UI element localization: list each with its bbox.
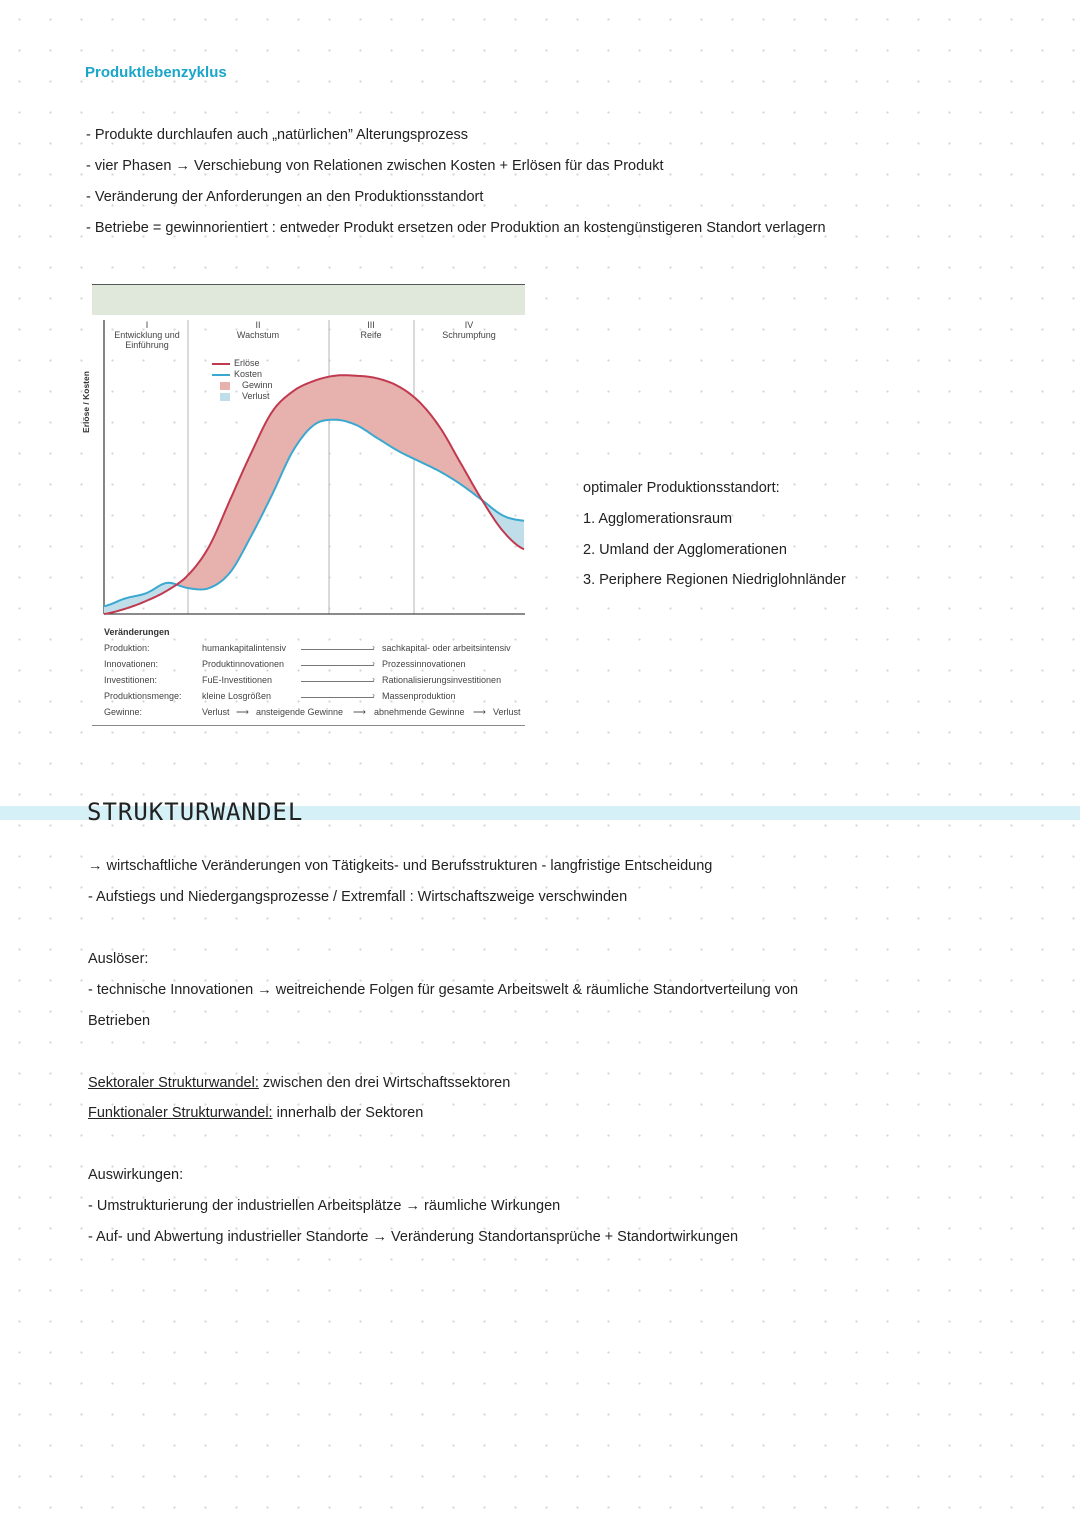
change-from: FuE-Investitionen bbox=[202, 675, 273, 685]
section-title-strukturwandel: STRUKTURWANDEL bbox=[87, 798, 304, 826]
intro-line-2: - vier Phasen → Verschiebung von Relationen zwischen Kosten + Erlösen für das Produkt bbox=[86, 158, 664, 174]
change-label: Produktion: bbox=[104, 643, 150, 653]
auswirkungen-title: Auswirkungen: bbox=[88, 1167, 184, 1183]
legend-erloese: Erlöse bbox=[212, 358, 273, 369]
phase-3-label: III Reife bbox=[360, 320, 382, 340]
gewinne-step: ansteigende Gewinne bbox=[256, 707, 344, 717]
chart-bottom-rule bbox=[92, 725, 525, 726]
change-row bbox=[104, 659, 534, 675]
change-label: Produktionsmenge: bbox=[104, 691, 182, 701]
change-from: Produktinnovationen bbox=[202, 659, 285, 669]
intro-line-4: - Betriebe = gewinnorientiert : entweder Produkt ersetzen oder Produktion an kostengünstigeren Standort verlagern bbox=[86, 220, 826, 236]
sektoral-line bbox=[88, 1075, 510, 1091]
sektoral-term: Sektoraler Strukturwandel: bbox=[88, 1075, 259, 1091]
arrow-head-icon: › bbox=[372, 658, 375, 668]
sektoral-text: zwischen den drei Wirtschaftssektoren bbox=[258, 1075, 511, 1091]
page-title: Produktlebenzyklus bbox=[85, 64, 227, 81]
arrow-right-icon: ⟶ bbox=[236, 707, 249, 717]
change-label: Investitionen: bbox=[104, 675, 158, 685]
optimal-title: optimaler Produktionsstandort: bbox=[583, 480, 780, 496]
phase-4-label: IV Schrumpfung bbox=[442, 320, 496, 340]
legend-gewinn: Gewinn bbox=[212, 380, 273, 391]
changes-table bbox=[104, 643, 534, 723]
funktional-line bbox=[88, 1105, 423, 1121]
ausloeser-title: Auslöser: bbox=[88, 951, 149, 967]
change-row bbox=[104, 643, 534, 659]
arrow-head-icon: › bbox=[372, 690, 375, 700]
phase-2-label: II Wachstum bbox=[236, 320, 280, 340]
optimal-item-3: 3. Periphere Regionen Niedriglohnländer bbox=[583, 572, 846, 588]
change-to: sachkapital- oder arbeitsintensiv bbox=[382, 643, 511, 653]
arrow-line bbox=[301, 665, 374, 666]
change-from: kleine Losgrößen bbox=[202, 691, 272, 701]
auswirkungen-line-1: - Umstrukturierung der industriellen Arbeitsplätze → räumliche Wirkungen bbox=[88, 1198, 561, 1214]
legend-kosten: Kosten bbox=[212, 369, 273, 380]
auswirkungen-line-2: - Auf- und Abwertung industrieller Standorte → Veränderung Standortansprüche + Standortwirkungen bbox=[88, 1229, 739, 1245]
change-row bbox=[104, 675, 534, 691]
funktional-term: Funktionaler Strukturwandel: bbox=[88, 1105, 273, 1121]
sw-line-1: → wirtschaftliche Veränderungen von Tätigkeits- und Berufsstrukturen - langfristige Entscheidung bbox=[88, 858, 713, 874]
arrow-right-icon: ⟶ bbox=[353, 707, 366, 717]
ausloeser-line-1: - technische Innovationen → weitreichende Folgen für gesamte Arbeitswelt & räumliche Standortverteilung von bbox=[88, 982, 799, 998]
change-to: Massenproduktion bbox=[382, 691, 456, 701]
arrow-right-icon: ⟶ bbox=[473, 707, 486, 717]
changes-title: Veränderungen bbox=[104, 627, 170, 637]
intro-line-1: - Produkte durchlaufen auch „natürlichen” Alterungsprozess bbox=[86, 127, 469, 143]
funktional-text: innerhalb der Sektoren bbox=[272, 1105, 424, 1121]
legend-verlust: Verlust bbox=[212, 391, 273, 402]
area-gewinn bbox=[178, 375, 485, 589]
gewinne-step: Verlust bbox=[202, 707, 230, 717]
phase-1-label: I Entwicklung und Einführung bbox=[114, 320, 180, 350]
change-from: humankapitalintensiv bbox=[202, 643, 287, 653]
gewinne-step: abnehmende Gewinne bbox=[374, 707, 465, 717]
arrow-line bbox=[301, 649, 374, 650]
arrow-line bbox=[301, 681, 374, 682]
arrow-line bbox=[301, 697, 374, 698]
area-verlust bbox=[484, 502, 524, 550]
chart-y-axis-label: Erlöse / Kosten bbox=[80, 371, 91, 433]
gewinne-step: Verlust bbox=[493, 707, 521, 717]
arrow-head-icon: › bbox=[372, 642, 375, 652]
change-label: Innovationen: bbox=[104, 659, 159, 669]
sw-line-2: - Aufstiegs und Niedergangsprozesse / Extremfall : Wirtschaftszweige verschwinden bbox=[88, 889, 628, 905]
change-row-gewinne bbox=[104, 707, 534, 723]
intro-line-3: - Veränderung der Anforderungen an den Produktionsstandort bbox=[86, 189, 484, 205]
area-verlust bbox=[104, 583, 178, 614]
arrow-head-icon: › bbox=[372, 674, 375, 684]
plc-areas bbox=[104, 375, 524, 614]
change-label: Gewinne: bbox=[104, 707, 143, 717]
change-row bbox=[104, 691, 534, 707]
ausloeser-line-2: Betrieben bbox=[88, 1013, 151, 1029]
chart-legend bbox=[212, 358, 273, 402]
change-to: Prozessinnovationen bbox=[382, 659, 466, 669]
optimal-item-1: 1. Agglomerationsraum bbox=[583, 511, 733, 527]
optimal-item-2: 2. Umland der Agglomerationen bbox=[583, 542, 787, 558]
series-line-kosten bbox=[104, 420, 524, 606]
change-to: Rationalisierungsinvestitionen bbox=[382, 675, 502, 685]
